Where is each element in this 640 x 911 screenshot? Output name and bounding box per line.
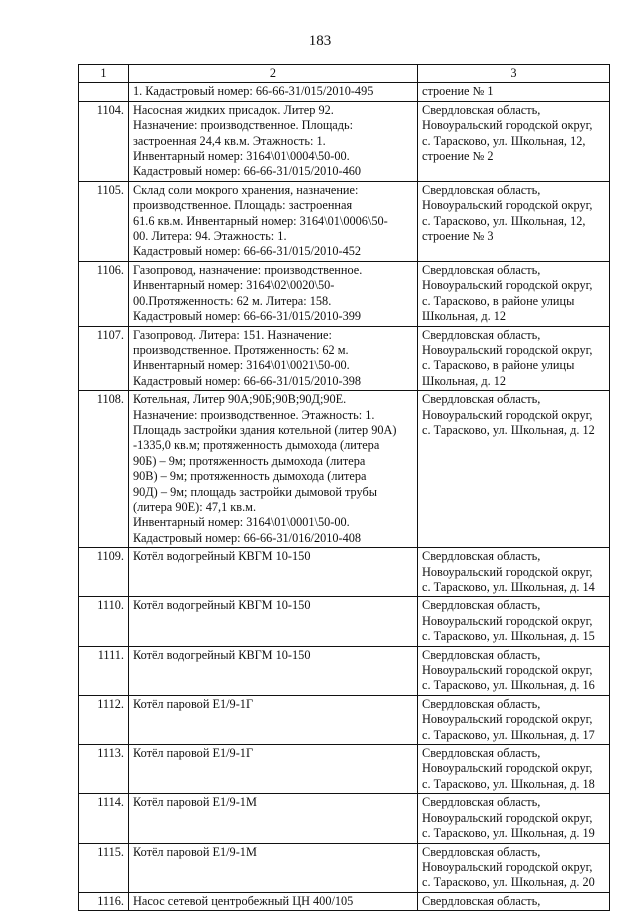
object-description	[129, 548, 418, 597]
location-line: Школьная, д. 12	[422, 309, 507, 324]
row-number: 1104.	[79, 101, 129, 181]
row-number: 1111.	[79, 646, 129, 695]
object-description	[129, 745, 418, 794]
location-line: Новоуральский городской округ,	[422, 859, 593, 874]
object-description	[129, 597, 418, 646]
location-line: с. Тарасково, ул. Школьная, д. 14	[422, 580, 595, 594]
object-description	[129, 83, 418, 101]
description-line: 90В) – 9м; протяженность дымохода (литера	[133, 469, 367, 484]
table-row	[79, 646, 610, 695]
description-line: Инвентарный номер: 3164\01\0021\50-00.	[133, 358, 350, 373]
row-number: 1107.	[79, 326, 129, 391]
description-line: (литера 90Е): 47,1 кв.м.	[133, 499, 257, 514]
table-row	[79, 101, 610, 181]
description-line: Назначение: производственное. Этажность: 1.	[133, 407, 375, 422]
object-location	[418, 391, 610, 548]
description-line: 90Б) – 9м; протяженность дымохода (литера	[133, 453, 366, 468]
location-line: Свердловская область,	[422, 844, 541, 859]
row-number: 1114.	[79, 794, 129, 843]
description-line: Инвентарный номер: 3164\01\0004\50-00.	[133, 149, 350, 164]
table-row	[79, 794, 610, 843]
object-location	[418, 794, 610, 843]
object-description	[129, 695, 418, 744]
description-line: Котёл водогрейный КВГМ 10-150	[133, 598, 311, 613]
description-line: Насос сетевой центробежный ЦН 400/105	[133, 893, 354, 908]
object-location	[418, 83, 610, 101]
row-number: 1116.	[79, 892, 129, 910]
description-line: 00. Литера: 94. Этажность: 1.	[133, 229, 287, 244]
description-line: Склад соли мокрого хранения, назначение:	[133, 182, 359, 197]
location-line: с. Тарасково, в районе улицы	[422, 293, 575, 308]
page-number: 183	[308, 33, 332, 49]
description-line: Котёл паровой Е1/9-1М	[133, 795, 257, 810]
object-description	[129, 326, 418, 391]
location-line: с. Тарасково, ул. Школьная, 12,	[422, 133, 586, 148]
column-header-2: 2	[129, 65, 418, 83]
description-line: Котёл паровой Е1/9-1М	[133, 844, 257, 859]
description-line: Кадастровый номер: 66-66-31/015/2010-399	[133, 309, 362, 324]
location-line: Новоуральский городской округ,	[422, 761, 593, 776]
location-line: Новоуральский городской округ,	[422, 564, 593, 579]
location-line: Свердловская область,	[422, 746, 541, 761]
row-number: 1106.	[79, 261, 129, 326]
object-location	[418, 892, 610, 910]
row-number: 1108.	[79, 391, 129, 548]
description-line: -1335,0 кв.м; протяженность дымохода (литера	[133, 438, 380, 453]
description-line: Площадь застройки здания котельной (литер 90А)	[133, 422, 397, 437]
location-line: с. Тарасково, ул. Школьная, д. 17	[422, 727, 595, 742]
location-line: Новоуральский городской округ,	[422, 342, 593, 357]
description-line: Инвентарный номер: 3164\02\0020\50-	[133, 278, 335, 293]
description-line: 00.Протяженность: 62 м. Литера: 158.	[133, 293, 332, 308]
object-location	[418, 597, 610, 646]
object-location	[418, 646, 610, 695]
location-line: с. Тарасково, ул. Школьная, д. 16	[422, 678, 595, 693]
object-description	[129, 101, 418, 181]
description-line: 61.6 кв.м. Инвентарный номер: 3164\01\0006\50-	[133, 213, 388, 228]
location-line: Новоуральский городской округ,	[422, 613, 593, 628]
row-number: 1109.	[79, 548, 129, 597]
table-row	[79, 181, 610, 261]
location-line: Свердловская область,	[422, 795, 541, 810]
column-header-3: 3	[418, 65, 610, 83]
location-line: Свердловская область,	[422, 598, 541, 613]
location-line: Новоуральский городской округ,	[422, 810, 593, 825]
location-line: с. Тарасково, ул. Школьная, 12,	[422, 213, 586, 228]
location-line: Свердловская область,	[422, 392, 541, 407]
object-location	[418, 745, 610, 794]
description-line: Газопровод. Литера: 151. Назначение:	[133, 327, 332, 342]
object-location	[418, 548, 610, 597]
location-line: с. Тарасково, в районе улицы	[422, 358, 575, 373]
object-description	[129, 261, 418, 326]
location-line: строение № 1	[422, 84, 494, 99]
description-line: производственное. Протяженность: 62 м.	[133, 342, 349, 357]
location-line: с. Тарасково, ул. Школьная, д. 15	[422, 629, 595, 644]
object-description	[129, 181, 418, 261]
location-line: Школьная, д. 12	[422, 373, 507, 388]
location-line: строение № 2	[422, 149, 494, 164]
description-line: застроенная 24,4 кв.м. Этажность: 1.	[133, 133, 326, 148]
location-line: с. Тарасково, ул. Школьная, д. 18	[422, 776, 595, 791]
row-number: 1113.	[79, 745, 129, 794]
description-line: Кадастровый номер: 66-66-31/015/2010-398	[133, 373, 362, 388]
object-location	[418, 101, 610, 181]
location-line: Свердловская область,	[422, 102, 541, 117]
location-line: Новоуральский городской округ,	[422, 712, 593, 727]
description-line: 1. Кадастровый номер: 66-66-31/015/2010-495	[133, 84, 374, 99]
description-line: Котельная, Литер 90А;90Б;90В;90Д;90Е.	[133, 392, 347, 407]
location-line: Новоуральский городской округ,	[422, 407, 593, 422]
table-row	[79, 326, 610, 391]
location-line: Свердловская область,	[422, 647, 541, 662]
object-description	[129, 646, 418, 695]
description-line: Инвентарный номер: 3164\01\0001\50-00.	[133, 515, 350, 530]
table-row	[79, 892, 610, 910]
object-location	[418, 326, 610, 391]
location-line: Новоуральский городской округ,	[422, 198, 593, 213]
location-line: Новоуральский городской округ,	[422, 663, 593, 678]
description-line: Котёл паровой Е1/9-1Г	[133, 696, 254, 711]
table-row	[79, 695, 610, 744]
location-line: Новоуральский городской округ,	[422, 278, 593, 293]
object-description	[129, 892, 418, 910]
description-line: Кадастровый номер: 66-66-31/015/2010-452	[133, 244, 362, 259]
row-number: 1110.	[79, 597, 129, 646]
location-line: Свердловская область,	[422, 262, 541, 277]
location-line: строение № 3	[422, 229, 494, 244]
column-header-1: 1	[79, 65, 129, 83]
table-row	[79, 548, 610, 597]
description-line: Назначение: производственное. Площадь:	[133, 118, 354, 133]
object-location	[418, 695, 610, 744]
object-location	[418, 843, 610, 892]
description-line: Котёл водогрейный КВГМ 10-150	[133, 647, 311, 662]
table-row	[79, 391, 610, 548]
header-row	[79, 65, 610, 83]
description-line: 90Д) – 9м; площадь застройки дымовой трубы	[133, 484, 378, 499]
location-line: Свердловская область,	[422, 182, 541, 197]
object-description	[129, 843, 418, 892]
description-line: Кадастровый номер: 66-66-31/015/2010-460	[133, 164, 362, 179]
table-row	[79, 597, 610, 646]
location-line: с. Тарасково, ул. Школьная, д. 20	[422, 875, 595, 890]
location-line: с. Тарасково, ул. Школьная, д. 19	[422, 826, 595, 841]
description-line: Кадастровый номер: 66-66-31/016/2010-408	[133, 530, 362, 545]
row-number: 1105.	[79, 181, 129, 261]
location-line: Новоуральский городской округ,	[422, 118, 593, 133]
table-row	[79, 745, 610, 794]
table-row	[79, 843, 610, 892]
table-row	[79, 83, 610, 101]
description-line: Газопровод, назначение: производственное.	[133, 262, 363, 277]
location-line: Свердловская область,	[422, 327, 541, 342]
object-location	[418, 261, 610, 326]
description-line: Котёл паровой Е1/9-1Г	[133, 746, 254, 761]
location-line: с. Тарасково, ул. Школьная, д. 12	[422, 422, 595, 437]
row-number: 1115.	[79, 843, 129, 892]
object-description	[129, 794, 418, 843]
row-number	[79, 83, 129, 101]
location-line: Свердловская область,	[422, 549, 541, 564]
location-line: Свердловская область,	[422, 696, 541, 711]
location-line: Свердловская область,	[422, 893, 541, 908]
row-number: 1112.	[79, 695, 129, 744]
object-description	[129, 391, 418, 548]
registry-table	[78, 64, 610, 911]
description-line: Насосная жидких присадок. Литер 92.	[133, 102, 334, 117]
description-line: Котёл водогрейный КВГМ 10-150	[133, 549, 311, 564]
table-row	[79, 261, 610, 326]
object-location	[418, 181, 610, 261]
description-line: производственное. Площадь: застроенная	[133, 198, 353, 213]
